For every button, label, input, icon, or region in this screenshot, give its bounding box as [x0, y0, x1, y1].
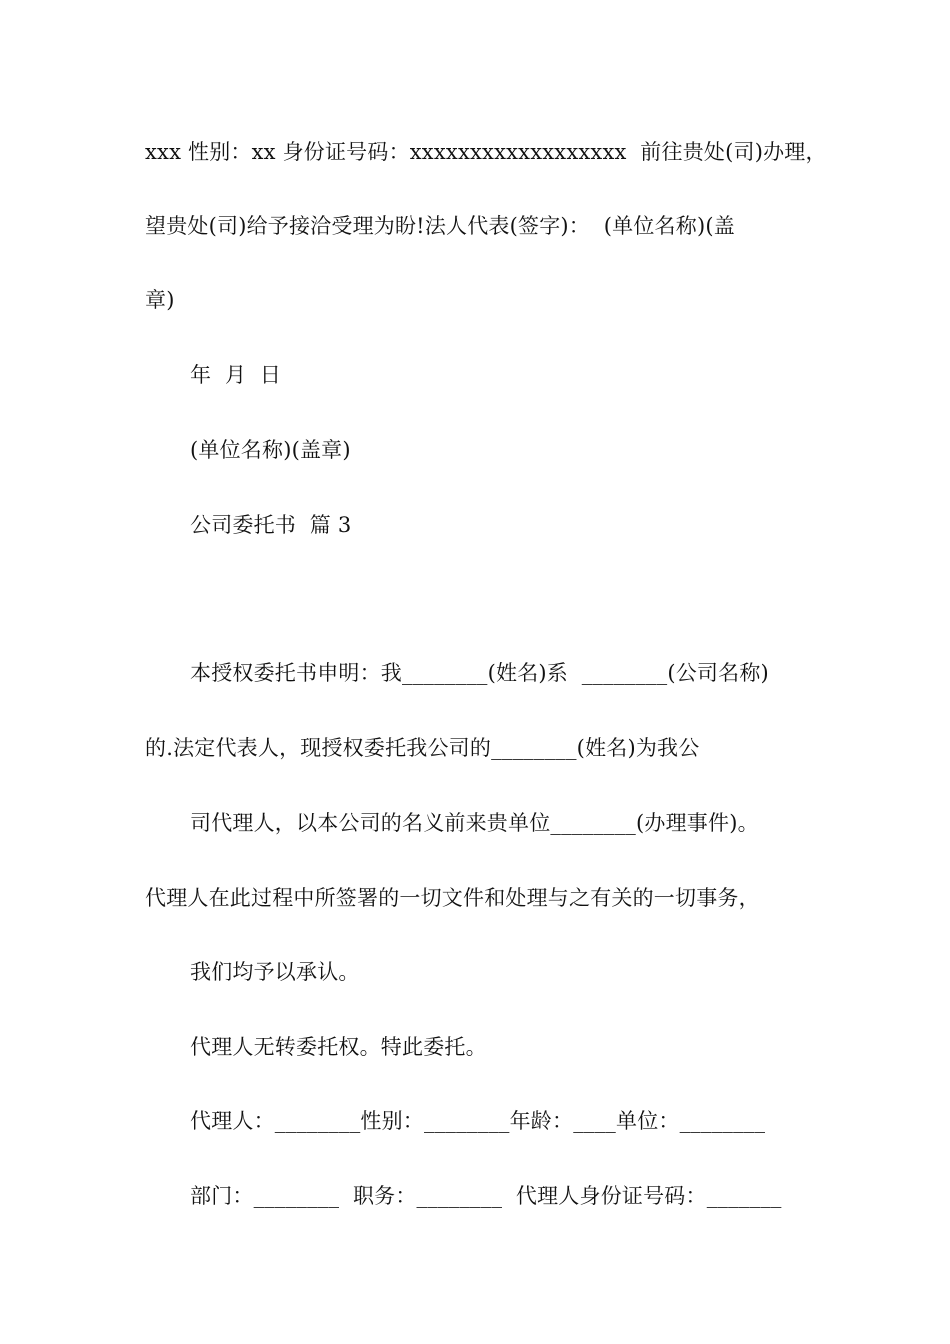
text-line-1: xxx 性别：xx 身份证号码：xxxxxxxxxxxxxxxxxx 前往贵处(司)办理， [145, 140, 827, 164]
section-title: 公司委托书 篇 3 [190, 513, 352, 537]
text-line-8: 的.法定代表人，现授权委托我公司的________(姓名)为我公 [145, 736, 700, 760]
text-line-9: 司代理人，以本公司的名义前来贵单位________(办理事件)。 [190, 811, 759, 835]
text-line-3: 章) [145, 288, 175, 312]
text-line-14: 部门：________ 职务：________ 代理人身份证号码：_______ [190, 1184, 782, 1208]
date-line: 年 月 日 [190, 363, 282, 387]
text-line-13: 代理人：________性别：________年龄：____单位：________ [190, 1109, 766, 1133]
text-line-2: 望贵处(司)给予接洽受理为盼!法人代表(签字)： (单位名称)(盖 [145, 214, 735, 238]
text-line-10: 代理人在此过程中所签署的一切文件和处理与之有关的一切事务， [145, 886, 760, 910]
text-line-12: 代理人无转委托权。特此委托。 [190, 1035, 487, 1059]
company-seal-line: (单位名称)(盖章) [190, 438, 351, 462]
text-line-11: 我们均予以承认。 [190, 960, 360, 984]
text-line-7: 本授权委托书申明：我________(姓名)系 ________(公司名称) [190, 661, 769, 685]
